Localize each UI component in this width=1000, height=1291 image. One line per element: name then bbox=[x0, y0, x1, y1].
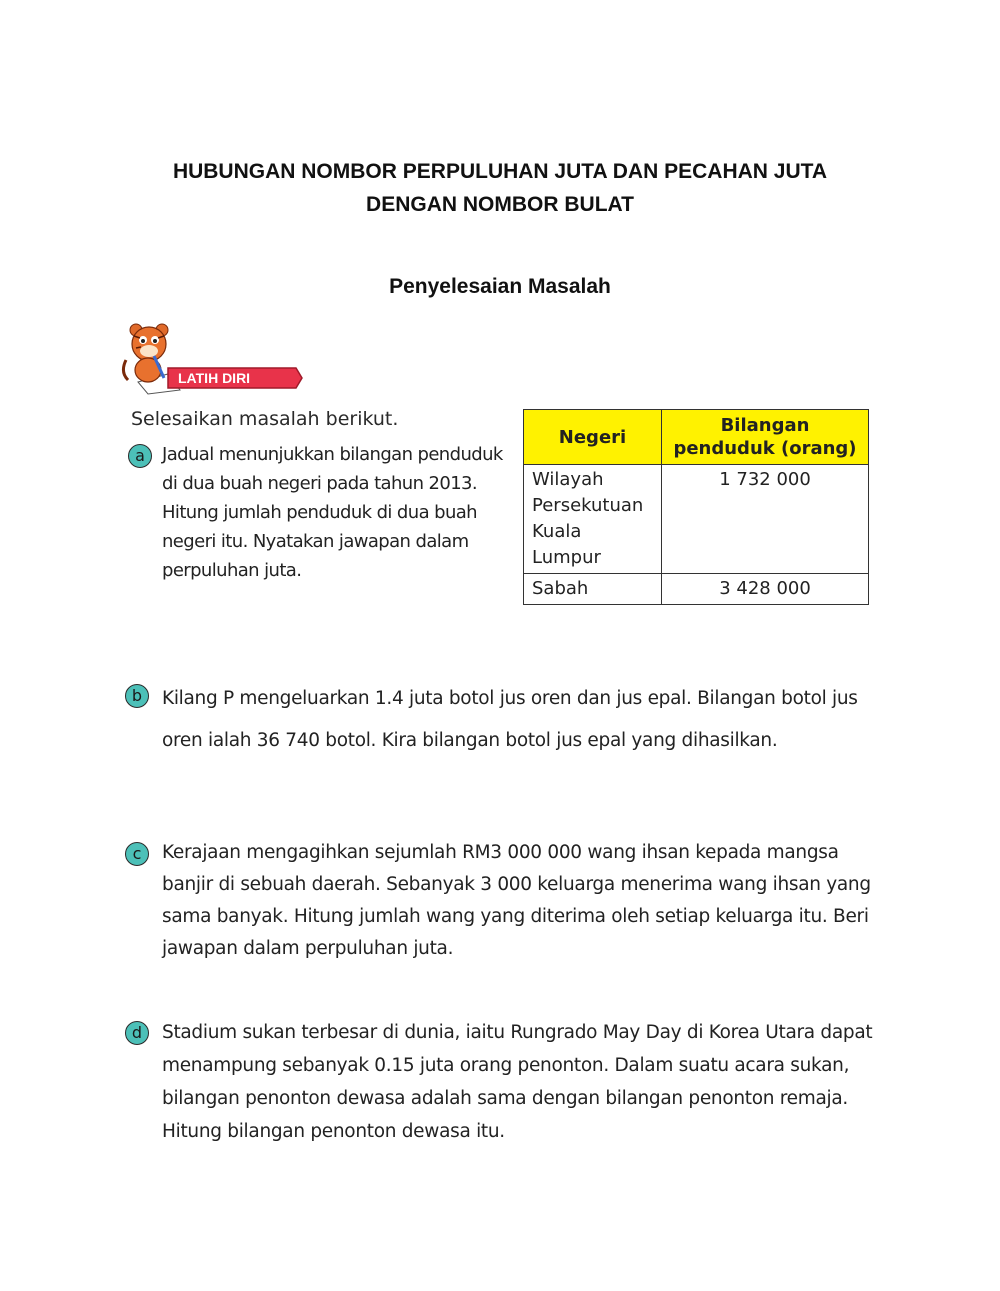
question-d-text: Stadium sukan terbesar di dunia, iaitu Rungrado May Day di Korea Utara dapat menampung sebanyak 0.15 juta orang penonton. Dalam suatu acara sukan, bilangan penonton dewasa adalah sama dengan bilangan penonton remaja. Hitung bilangan penonton dewasa itu. bbox=[162, 1022, 873, 1142]
tiger-mascot-icon bbox=[123, 324, 168, 382]
column-header-bilangan: Bilangan penduduk (orang) bbox=[662, 410, 869, 465]
table-header-row bbox=[524, 410, 869, 465]
population-table bbox=[523, 409, 869, 605]
table-cell-population: 1 732 000 bbox=[662, 465, 869, 574]
page-title bbox=[100, 155, 900, 221]
state-name-line: Persekutuan bbox=[532, 495, 644, 516]
question-a-badge: a bbox=[128, 444, 152, 468]
state-name-line: Kuala Lumpur bbox=[532, 521, 601, 568]
state-name-line: Wilayah bbox=[532, 469, 604, 490]
question-d-badge: d bbox=[125, 1021, 149, 1045]
question-b-badge: b bbox=[125, 684, 149, 708]
table-row bbox=[524, 465, 869, 574]
banner-label: LATIH DIRI bbox=[178, 370, 251, 386]
column-header-negeri: Negeri bbox=[524, 410, 662, 465]
title-line-1: HUBUNGAN NOMBOR PERPULUHAN JUTA DAN PECAHAN JUTA bbox=[172, 160, 828, 183]
title-line-2: DENGAN NOMBOR BULAT bbox=[366, 193, 634, 216]
question-a-text: Jadual menunjukkan bilangan penduduk di dua buah negeri pada tahun 2013. Hitung jumlah penduduk di dua buah negeri itu. Nyatakan jawapan dalam perpuluhan juta. bbox=[162, 444, 503, 581]
page-subtitle: Penyelesaian Masalah bbox=[389, 275, 611, 298]
table-cell-population: 3 428 000 bbox=[662, 574, 869, 605]
instructions: Selesaikan masalah berikut. bbox=[131, 408, 399, 430]
question-c-badge: c bbox=[125, 842, 149, 866]
table-cell-state: Sabah bbox=[524, 574, 662, 605]
table-cell-state bbox=[524, 465, 662, 574]
table-row bbox=[524, 574, 869, 605]
question-b-text: Kilang P mengeluarkan 1.4 juta botol jus oren dan jus epal. Bilangan botol jus oren ialah 36 740 botol. Kira bilangan botol jus epal yang dihasilkan. bbox=[162, 688, 858, 751]
question-c-text: Kerajaan mengagihkan sejumlah RM3 000 000 wang ihsan kepada mangsa banjir di sebuah daerah. Sebanyak 3 000 keluarga menerima wang ihsan yang sama banyak. Hitung jumlah wang yang diterima oleh setiap keluarga itu. Beri jawapan dalam perpuluhan juta. bbox=[162, 842, 871, 959]
latih-diri-banner bbox=[118, 320, 308, 395]
